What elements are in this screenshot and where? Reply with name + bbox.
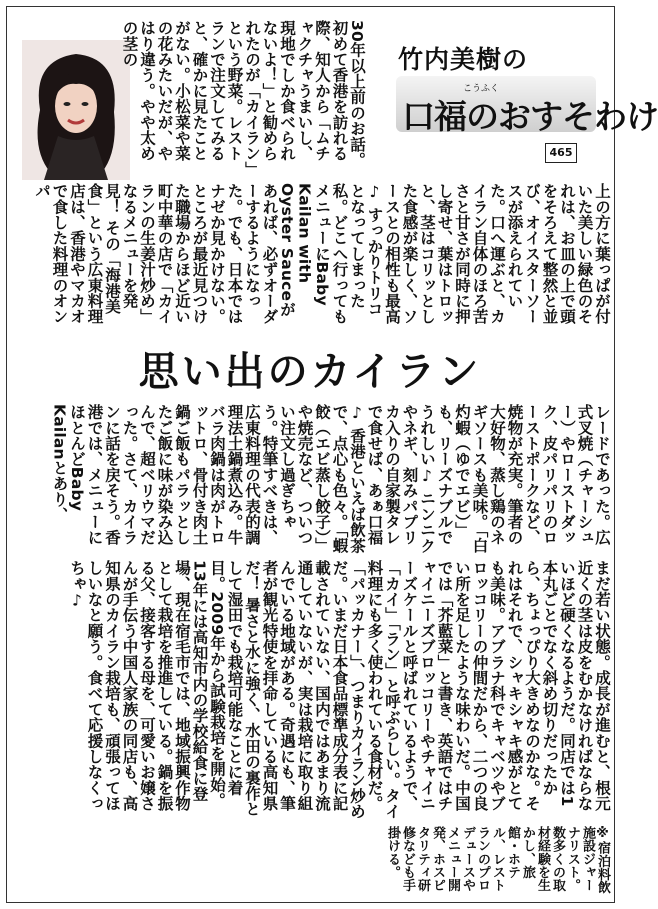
series-name: 竹内美樹の bbox=[398, 45, 529, 74]
headline: 思い出のカイラン bbox=[138, 348, 482, 395]
author-portrait-image bbox=[22, 40, 130, 180]
article-text-bottom-1: レードであった。広式叉焼（チャーシュー）やローストダック、皮パリパリのローストポークなど、焼物が充実。筆者の大好物、蒸し鶏のネギソースも美味。「白灼蝦（ゆでエビ）」も、リーズナブルでうれしい♪ ニンニクやネギ、刻みパプリカ入りの自家製タレで食せば、あぁ口福♪ 香港といえば飲茶で、点心も色々。「蝦餃（エビ蒸し餃子）」や焼売など、ついつい注文し過ぎちゃう。特筆すべきは、広東料理の代表的調理法土鍋煮込み。牛バラ肉鍋は肉がトロットロ、骨付き肉土鍋ご飯もパラッとしたご飯に味が染み込んで、超ベリウマだった。さて、カイランに話を戻そう。香港では、メニューにほとんどBaby Kailanとあり、 bbox=[50, 404, 611, 554]
author-profile-note: ※宿泊料飲施設ジャーナリスト。数多くの取材経験を生かし、旅館・ホテル、レストランのプロデュースやメニュー開発、ホスピタリティ研修なども手掛ける。 bbox=[385, 826, 610, 894]
issue-number-badge: 465 bbox=[545, 143, 577, 163]
author-photo bbox=[22, 40, 130, 180]
article-text-bottom-2: まだ若い状態。成長が進むと、根元近くの茎は皮をむかなければならないほど硬くなるようだ。同店では1本丸ごとでなく斜め切りだったから、ちょっぴり大きめなのかな。それはそれで、シャキシャキ感がとても美味。アブラナ科でキャベツやブロッコリーの仲間だから、二つの良い所を足したような味わいだ。中国では「芥藍菜」と書き、英語ではチャイニーズブロッコリーやチャイニーズケールと呼ばれているようで、「カイ」「ラン」と呼ぶらしい。タイ料理にも多く使われている食材だ。「パッカナー」、つまりカイラン炒めだ。いまだ日本食品標準成分表に記載されていない、国内ではあまり流通していないが、実は栽培に取り組んでいる地域がある。奇遇にも、筆者が観光特使を拝命している高知県だ！ 暑さと水に強く、水田の裏作として湿田でも栽培可能なことに着目。2009年から試験栽培を開始。13年には高知市内の学校給食に登場、現在宿毛市では、地域振興作物として栽培を推進している。鍋を振る父、接客する母を、可愛いお嬢さんが手伝う中国人家族の同店も、高知県のカイラン栽培も、頑張ってほしいなと願う。食べて応援しなくっちゃ♪ bbox=[68, 560, 611, 820]
article-text-top-left-2: 上の方に葉っぱが付いた美しい緑色のそれは、お皿の上で頭をそろえて整然と並び、オイスターソースが添えられていた。口へ運ぶと、カイラン自体のほろ苦さと甘さが同時に押し寄せ、葉はトロッと、茎はコリッとした食感が楽しく、ソースとの相性も最高♪ すっかりトリコとなってしまった私。どこへ行ってもメニューにBaby Kailan with Oyster Sauceがあれば、必ずオーダーするようになった。でも、日本ではナゼか見かけない。ところが最近見つけた職場からほど近い町中華の店で「カイランの生姜汁炒め」なるメニューを発見！ その「海港美食」という広東料理店は、香港やマカオで食した料理のオンパ bbox=[33, 183, 611, 325]
column-header bbox=[374, 18, 658, 153]
title-furigana: こうふく bbox=[463, 84, 500, 94]
column-title: 口福のおすそわけ bbox=[402, 97, 658, 136]
article-text-top-left-1: 30年以上前のお話。初めて香港を訪れる際、知人から「ムチャクチャうまいし、現地でしか食べられないよ！」と勧められたのが「カイラン」という野菜。レストランで注文してみると、確かに見たことがない。小松菜や菜の花みたいだが、やはり違う。やや太めの茎の bbox=[120, 20, 366, 170]
